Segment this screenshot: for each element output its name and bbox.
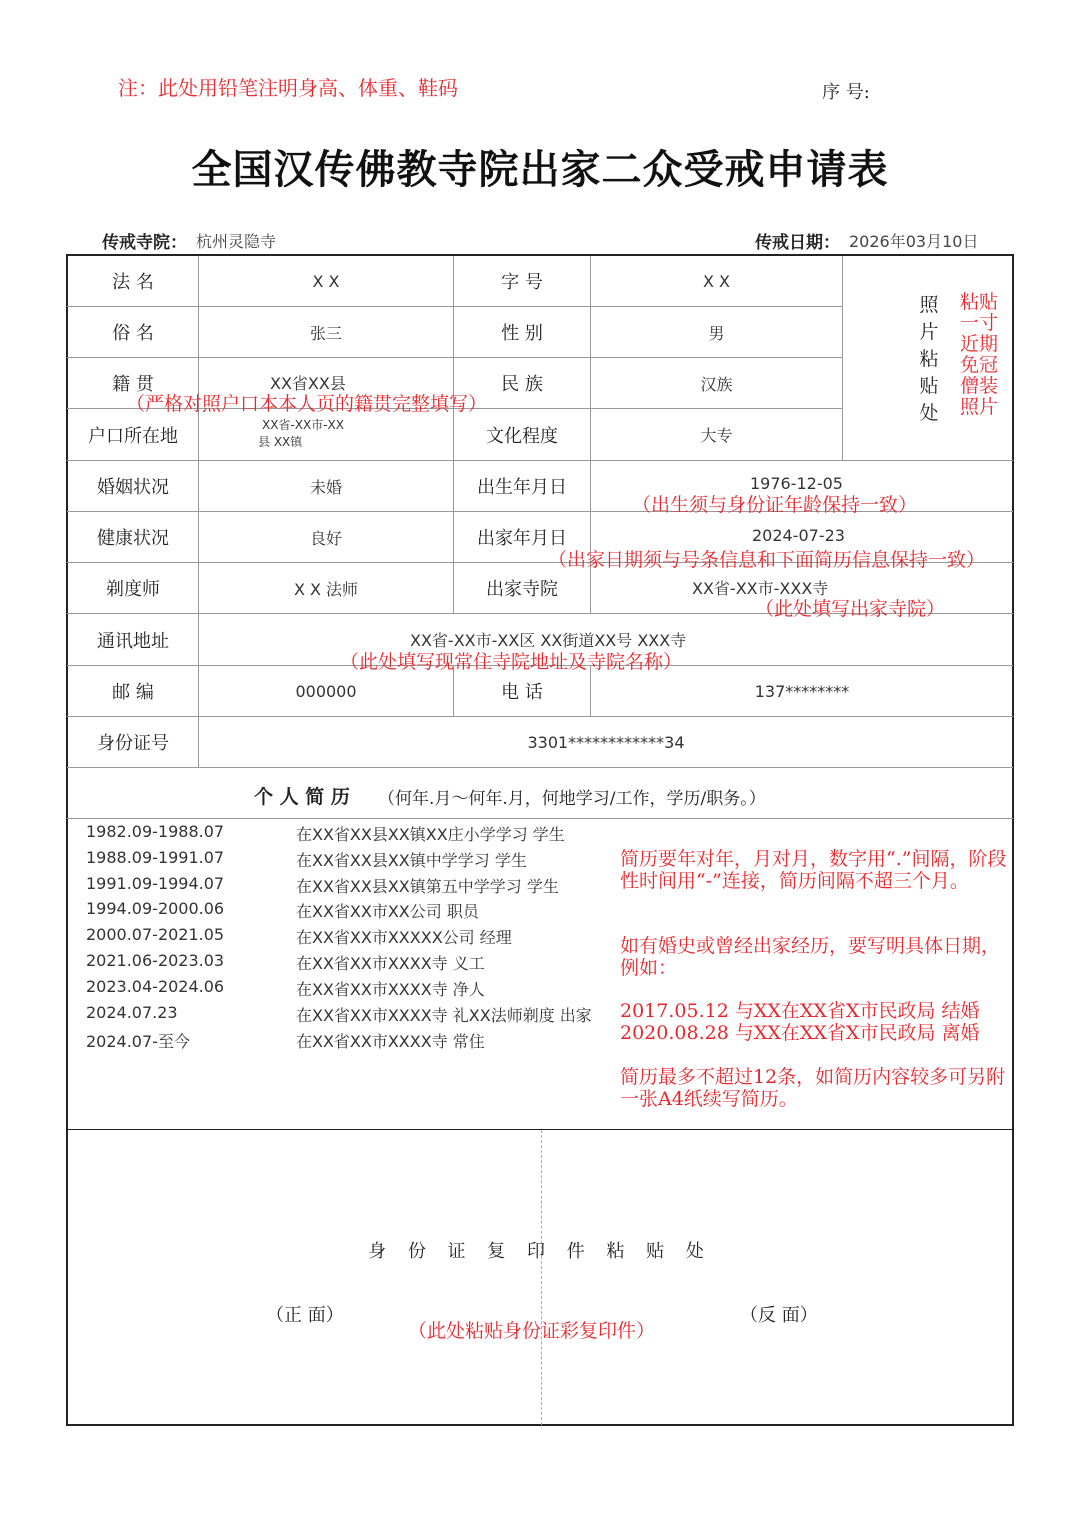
education-label: 文化程度 (486, 425, 558, 447)
id-number-value[interactable]: 3301************34 (527, 732, 685, 752)
resume-guide-example-2: 2020.08.28 与XX在XX省X市民政局 离婚 (620, 1022, 980, 1044)
birth-note: （出生须与身份证年龄保持一致） (632, 494, 918, 516)
id-number-label: 身份证号 (97, 733, 169, 754)
temple-label: 传戒寺院： (102, 233, 187, 253)
resume-period[interactable]: 1991.09-1994.07 (86, 874, 225, 893)
dharma-name-value[interactable]: X X (312, 271, 340, 291)
id-copy-divider (541, 1130, 542, 1425)
resume-desc[interactable]: 在XX省XX市XXXXX公司 经理 (296, 928, 512, 947)
address-value[interactable]: XX省-XX市-XX区 XX街道XX号 XXX寺 (410, 631, 687, 650)
resume-desc[interactable]: 在XX省XX市XXXX寺 礼XX法师剃度 出家 (296, 1006, 592, 1025)
education-value[interactable]: 大专 (700, 426, 733, 445)
native-place-value[interactable]: XX省XX县 (270, 374, 346, 393)
ordination-temple-label: 出家寺院 (486, 579, 558, 600)
household-value-line2[interactable]: 县 XX镇 (258, 435, 303, 449)
native-place-label: 籍 贯 (112, 374, 154, 395)
resume-period[interactable]: 1994.09-2000.06 (86, 899, 225, 918)
ordination-temple-note: （此处填写出家寺院） (755, 598, 946, 620)
resume-guide-rules: 简历要年对年，月对月，数字用“.”间隔，阶段性时间用“-”连接，简历间隔不超三个月。 (620, 848, 1007, 892)
household-value-line1[interactable]: XX省-XX市-XX (262, 418, 344, 432)
dharma-name-label: 法 名 (112, 272, 154, 293)
serial-number-label: 序 号: (822, 82, 870, 103)
birth-label: 出生年月日 (477, 477, 567, 498)
postcode-label: 邮 编 (112, 682, 154, 703)
ethnicity-value[interactable]: 汉族 (700, 374, 733, 394)
resume-desc[interactable]: 在XX省XX市XX公司 职员 (296, 902, 479, 921)
style-name-value[interactable]: X X (702, 271, 730, 291)
resume-desc[interactable]: 在XX省XX县XX镇中学学习 学生 (296, 851, 527, 870)
health-value[interactable]: 良好 (309, 528, 342, 548)
style-name-label: 字 号 (501, 272, 543, 293)
resume-desc[interactable]: 在XX省XX市XXXX寺 常住 (296, 1032, 485, 1051)
ordination-date-note: （出家日期须与号条信息和下面简历信息保持一致） (548, 549, 986, 571)
tonsure-master-label: 剃度师 (106, 579, 160, 600)
grid-line (842, 256, 843, 460)
id-back-label[interactable]: （反 面） (740, 1305, 818, 1326)
resume-period[interactable]: 2024.07-至今 (86, 1032, 190, 1051)
birth-value[interactable]: 1976-12-05 (750, 474, 843, 493)
resume-period[interactable]: 2024.07.23 (86, 1003, 178, 1022)
date-label: 传戒日期： (755, 233, 840, 253)
resume-period[interactable]: 1988.09-1991.07 (86, 848, 225, 867)
resume-guide-marriage: 如有婚史或曾经出家经历，要写明具体日期，例如： (620, 935, 1001, 979)
resume-subtitle: （何年.月～何年.月，何地学习/工作，学历/职务。） (378, 789, 766, 809)
grid-line (67, 767, 1013, 768)
health-label: 健康状况 (97, 528, 169, 549)
photo-placeholder[interactable]: 照 片 粘 贴 处 (919, 294, 939, 424)
phone-value[interactable]: 137******** (754, 681, 850, 701)
postcode-value[interactable]: 000000 (295, 681, 357, 701)
resume-guide-example-1: 2017.05.12 与XX在XX省X市民政局 结婚 (620, 1000, 980, 1022)
grid-line (67, 1129, 1013, 1130)
ordination-date-label: 出家年月日 (477, 528, 567, 549)
id-copy-note: （此处粘贴身份证彩复印件） (408, 1320, 656, 1342)
form-title: 全国汉传佛教寺院出家二众受戒申请表 (191, 146, 889, 193)
address-note: （此处填写现常住寺院地址及寺院名称） (340, 651, 683, 673)
resume-title: 个 人 简 历 (254, 786, 350, 808)
native-place-note: （严格对照户口本本人页的籍贯完整填写） (126, 393, 488, 415)
pencil-note: 注：此处用铅笔注明身高、体重、鞋码 (118, 76, 458, 100)
resume-guide-limit: 简历最多不超过12条，如简历内容较多可另附一张A4纸续写简历。 (620, 1066, 1006, 1110)
resume-desc[interactable]: 在XX省XX市XXXX寺 义工 (296, 954, 485, 973)
resume-desc[interactable]: 在XX省XX县XX镇第五中学学习 学生 (296, 877, 559, 896)
household-label: 户口所在地 (88, 425, 178, 447)
resume-period[interactable]: 2000.07-2021.05 (86, 925, 225, 944)
gender-label: 性 别 (501, 323, 543, 344)
resume-desc[interactable]: 在XX省XX市XXXX寺 净人 (296, 980, 485, 999)
temple-value[interactable]: 杭州灵隐寺 (196, 232, 277, 251)
resume-period[interactable]: 2023.04-2024.06 (86, 977, 225, 996)
photo-note: 粘贴 一寸 近期 免冠 僧装 照片 (960, 291, 999, 418)
date-value[interactable]: 2026年03月10日 (849, 232, 979, 251)
id-copy-title: 身 份 证 复 印 件 粘 贴 处 (368, 1241, 712, 1262)
resume-period[interactable]: 2021.06-2023.03 (86, 951, 225, 970)
tonsure-master-value[interactable]: X X 法师 (293, 579, 359, 599)
resume-period[interactable]: 1982.09-1988.07 (86, 822, 225, 841)
gender-value[interactable]: 男 (708, 323, 725, 343)
ordination-temple-value[interactable]: XX省-XX市-XXX寺 (692, 579, 829, 598)
marital-value[interactable]: 未婚 (309, 477, 342, 497)
lay-name-label: 俗 名 (112, 323, 154, 344)
ordination-date-value[interactable]: 2024-07-23 (752, 526, 845, 545)
lay-name-value[interactable]: 张三 (309, 323, 342, 343)
grid-line (67, 818, 1013, 819)
resume-desc[interactable]: 在XX省XX县XX镇XX庄小学学习 学生 (296, 825, 565, 844)
address-label: 通讯地址 (97, 630, 169, 652)
marital-label: 婚姻状况 (97, 477, 169, 498)
ethnicity-label: 民 族 (501, 374, 543, 395)
id-front-label[interactable]: （正 面） (266, 1305, 344, 1326)
phone-label: 电 话 (501, 682, 543, 703)
